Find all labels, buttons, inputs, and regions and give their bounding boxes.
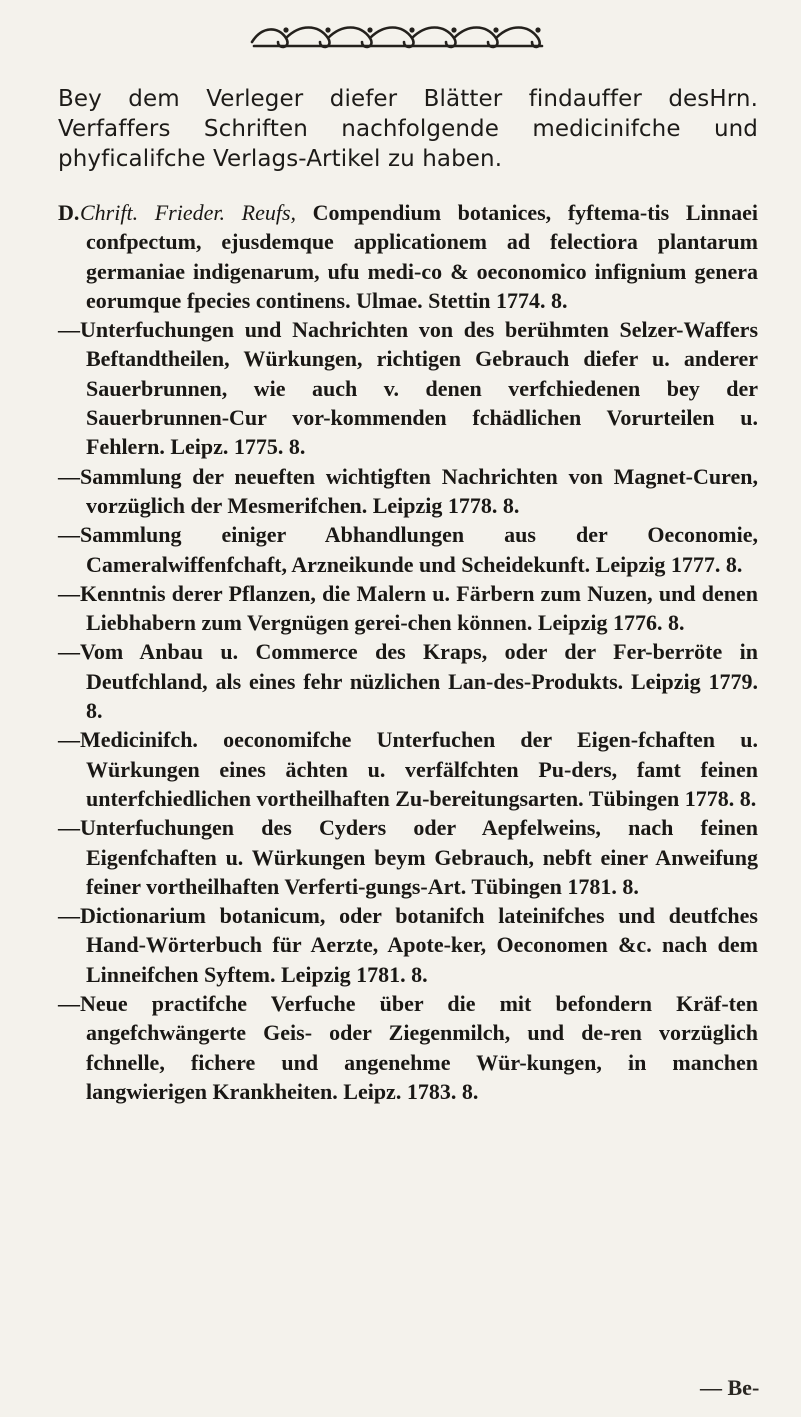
entry-lead: D. — [58, 200, 80, 225]
entry-lead: — — [58, 727, 80, 753]
catalog-entry — [58, 901, 758, 989]
catalog-entry — [58, 520, 758, 579]
catalog-entry — [58, 462, 758, 521]
catalog-entry — [58, 637, 758, 725]
entry-text: Vom Anbau u. Commerce des Kraps, oder der Fer-berröte in Deutfchland, als eines fehr nüzlichen Lan-des-Produkts. Leipzig 1779. 8. — [80, 639, 758, 724]
entry-lead: — — [58, 991, 80, 1017]
entry-text: Neue practifche Verfuche über die mit befondern Kräf-ten angefchwängerte Geis- oder Ziegenmilch, und de-ren vorzüglich fchnelle, fichere und angenehme Wür-kungen, in manchen langwierigen Krankheiten. Leipz. 1783. 8. — [80, 991, 758, 1104]
entry-text: Unterfuchungen des Cyders oder Aepfelweins, nach feinen Eigenfchaften u. Würkungen beym Gebrauch, nebft einer Anweifung feiner vortheilhaften Verferti-gungs-Art. Tübingen 1781. 8. — [80, 815, 758, 899]
publisher-header: Bey dem Verleger diefer Blätter findauffer desHrn. Verfaffers Schriften nachfolgende medicinifche und phyficalifche Verlags-Artikel zu haben. — [58, 86, 758, 172]
catalog-entry — [58, 725, 758, 813]
entry-lead: — — [58, 639, 80, 665]
entry-text: Kenntnis derer Pflanzen, die Malern u. Färbern zum Nuzen, und denen Liebhabern zum Vergnügen gerei-chen können. Leipzig 1776. 8. — [80, 580, 758, 636]
entry-text: Dictionarium botanicum, oder botanifch lateinifches und deutfches Hand-Wörterbuch für Aerzte, Apote-ker, Oeconomen &c. nach dem Linneifchen Syftem. Leipzig 1781. 8. — [80, 903, 758, 987]
catalog-entry — [58, 315, 758, 461]
catalog-entry — [58, 989, 758, 1106]
catalog-entry — [58, 579, 758, 638]
entry-text: Compendium botanices, fyftema-tis Linnaei confpectum, ejusdemque applicationem ad felectiora plantarum germaniae indigenarum, ufu medi-co & oeconomico infignium genera eorumque fpecies continens. Ulmae. Stettin 1774. 8. — [86, 200, 759, 313]
catalog-entry — [58, 198, 758, 315]
entry-text: Sammlung der neueften wichtigften Nachrichten von Magnet-Curen, vorzüglich der Mesmerifchen. Leipzig 1778. 8. — [80, 463, 758, 518]
entry-lead: — — [58, 463, 80, 489]
entry-lead: — — [58, 815, 80, 841]
catalog-list — [58, 198, 758, 1106]
catchword: — Be- — [700, 1375, 760, 1400]
entry-text: Sammlung einiger Abhandlungen aus der Oeconomie, Cameralwiffenfchaft, Arzneikunde und Scheidekunft. Leipzig 1777. 8. — [80, 522, 758, 577]
entry-lead: — — [58, 903, 80, 929]
entry-text: Medicinifch. oeconomifche Unterfuchen der Eigen-fchaften u. Würkungen eines ächten u. verfälfchten Pu-ders, famt feinen unterfchiedlichen vortheilhaften Zu-bereitungsarten. Tübingen 1778. 8. — [80, 727, 758, 811]
decorative-scroll-band-icon — [248, 20, 548, 54]
entry-author: Chrift. Frieder. Reufs, — [80, 200, 297, 225]
entry-text: Unterfuchungen und Nachrichten von des berühmten Selzer-Waffers Beftandtheilen, Würkungen, richtigen Gebrauch diefer u. anderer Sauerbrunnen, wie auch v. denen verfchiedenen bey der Sauerbrunnen-Cur vor-kommenden fchädlichen Vorurteilen u. Fehlern. Leipz. 1775. 8. — [80, 317, 758, 460]
catalog-entry — [58, 813, 758, 901]
entry-lead: — — [58, 522, 80, 548]
entry-lead: — — [58, 580, 80, 606]
entry-lead: — — [58, 317, 80, 343]
